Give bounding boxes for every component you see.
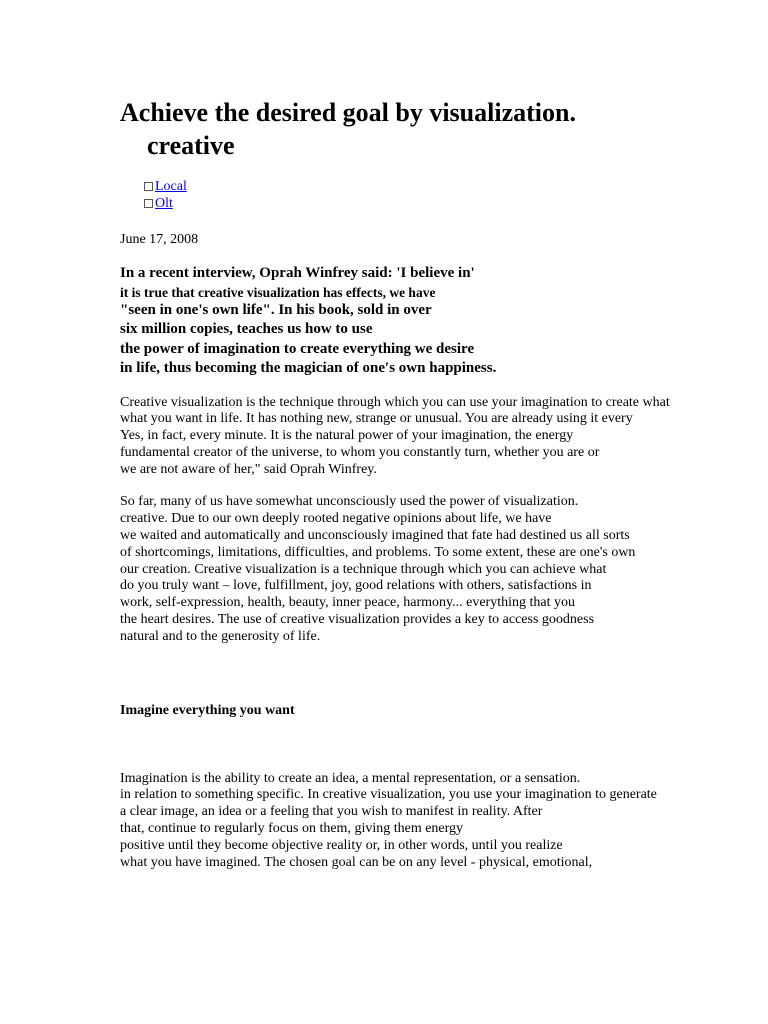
lead-line: In a recent interview, Oprah Winfrey said: 'I believe in': [120, 265, 475, 281]
text-line: what you want in life. It has nothing new, strange or unusual. You are already using it every: [120, 411, 633, 427]
title-line-1: Achieve the desired goal by visualization.: [120, 98, 576, 127]
text-line: work, self-expression, health, beauty, inner peace, harmony... everything that you: [120, 595, 575, 611]
text-line: in relation to something specific. In creative visualization, you use your imagination to generate: [120, 787, 657, 803]
text-line: the heart desires. The use of creative visualization provides a key to access goodness: [120, 612, 595, 628]
checkbox-icon: [144, 182, 153, 191]
text-line: Creative visualization is the technique through which you can use your imagination to create what: [120, 394, 670, 410]
text-line: Yes, in fact, every minute. It is the natural power of your imagination, the energy: [120, 428, 574, 444]
paragraph-3: [120, 771, 720, 872]
lead-line: six million copies, teaches us how to use: [120, 321, 373, 337]
text-line: we are not aware of her," said Oprah Winfrey.: [120, 461, 377, 477]
lead-line: it is true that creative visualization has effects, we have: [120, 284, 436, 300]
paragraph-2: [120, 494, 720, 645]
paragraph-1: [120, 395, 720, 479]
text-line: creative. Due to our own deeply rooted negative opinions about life, we have: [120, 511, 552, 527]
lead-line: the power of imagination to create everything we desire: [120, 340, 475, 357]
title-line-2: creative: [147, 131, 235, 160]
link-row-olt: [144, 195, 720, 212]
text-line: our creation. Creative visualization is a technique through which you can achieve what: [120, 561, 607, 577]
text-line: fundamental creator of the universe, to whom you constantly turn, whether you are or: [120, 444, 600, 460]
text-line: a clear image, an idea or a feeling that you wish to manifest in reality. After: [120, 804, 543, 820]
article: [120, 96, 720, 871]
text-line: of shortcomings, limitations, difficulties, and problems. To some extent, these are one's own: [120, 544, 636, 560]
text-line: Imagination is the ability to create an idea, a mental representation, or a sensation.: [120, 770, 581, 786]
text-line: what you have imagined. The chosen goal can be on any level - physical, emotional,: [120, 854, 593, 870]
olt-link[interactable]: Olt: [155, 196, 173, 211]
lead-line: in life, thus becoming the magician of one′s own happiness.: [120, 360, 497, 376]
text-line: we waited and automatically and unconsciously imagined that fate had destined us all sorts: [120, 528, 630, 544]
page-title: [120, 96, 720, 162]
section-heading: Imagine everything you want: [120, 702, 295, 718]
post-date: June 17, 2008: [120, 232, 199, 247]
text-line: natural and to the generosity of life.: [120, 628, 321, 644]
link-row-local: [144, 178, 720, 195]
text-line: positive until they become objective reality or, in other words, until you realize: [120, 837, 563, 853]
text-line: So far, many of us have somewhat unconsciously used the power of visualization.: [120, 494, 579, 510]
lead-line: "seen in one's own life". In his book, sold in over: [120, 301, 432, 318]
local-link[interactable]: Local: [155, 179, 187, 194]
language-links: [120, 178, 720, 212]
lead-paragraph: [120, 264, 720, 379]
checkbox-icon: [144, 199, 153, 208]
text-line: that, continue to regularly focus on them, giving them energy: [120, 821, 464, 837]
text-line: do you truly want – love, fulfillment, joy, good relations with others, satisfactions in: [120, 578, 592, 594]
